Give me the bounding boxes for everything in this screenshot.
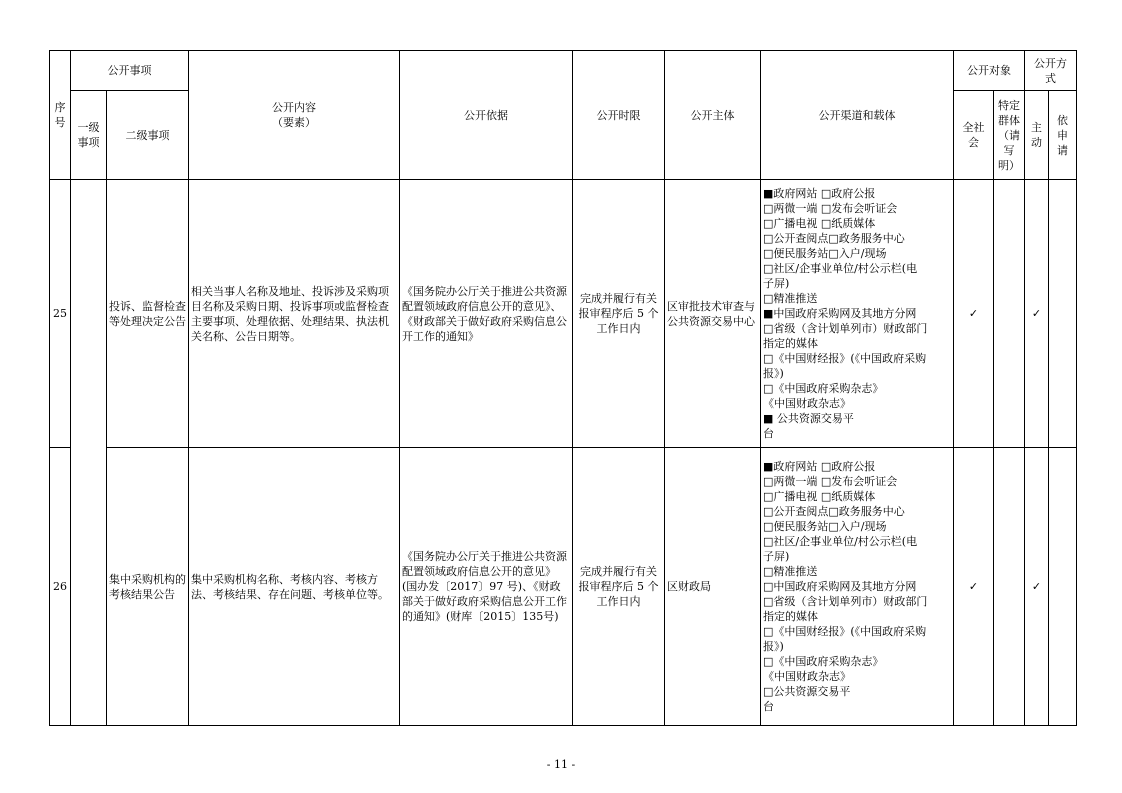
channel-list: [761, 448, 954, 726]
channel-item: □《中国政府采购杂志》: [763, 655, 884, 668]
active-check: ✓: [1025, 180, 1049, 448]
channel-item: □省级（含计划单列市）财政部门: [763, 322, 928, 335]
channel-item: ■ 公共资源交易平: [763, 412, 854, 425]
level1-cell: [71, 180, 107, 726]
channel-item: 指定的媒体: [763, 610, 818, 623]
society-check: ✓: [954, 180, 994, 448]
channel-item: □精准推送: [763, 292, 818, 305]
channel-item: 台: [763, 427, 774, 440]
channel-item: □社区/企事业单位/村公示栏(电: [763, 262, 918, 275]
channel-item: ■中国政府采购网及其地方分网: [763, 307, 917, 320]
header-channel: 公开渠道和载体: [761, 51, 954, 180]
channel-item: □公开查阅点□政务服务中心: [763, 232, 905, 245]
header-basis: 公开依据: [400, 51, 573, 180]
level2-cell: 集中采购机构的考核结果公告: [107, 448, 189, 726]
header-subject: 公开主体: [665, 51, 761, 180]
header-society: 全社 会: [954, 91, 994, 180]
header-target: 公开对象: [954, 51, 1025, 91]
basis-cell: 《国务院办公厅关于推进公共资源配置领域政府信息公开的意见》、《财政部关于做好政府采购信息公开工作的通知》: [400, 180, 573, 448]
header-method: 公开方 式: [1025, 51, 1077, 91]
channel-item: 报》): [763, 640, 784, 653]
channel-item: ■政府网站 □政府公报: [763, 460, 876, 473]
table-row: [50, 448, 1077, 726]
society-check: ✓: [954, 448, 994, 726]
channel-item: □广播电视 □纸质媒体: [763, 490, 876, 503]
apply-cell: [1049, 448, 1077, 726]
channel-item: ■政府网站 □政府公报: [763, 187, 876, 200]
channel-item: 子屏): [763, 277, 790, 290]
channel-item: □公共资源交易平: [763, 685, 851, 698]
row-number: 25: [50, 180, 71, 448]
specific-cell: [994, 180, 1025, 448]
header-apply: 依 申 请: [1049, 91, 1077, 180]
channel-item: 台: [763, 700, 774, 713]
channel-item: □两微一端 □发布会听证会: [763, 475, 898, 488]
subject-cell: 区审批技术审查与公共资源交易中心: [665, 180, 761, 448]
header-level2: 二级事项: [107, 91, 189, 180]
table-row: [50, 180, 1077, 448]
specific-cell: [994, 448, 1025, 726]
header-row-1: [50, 51, 1077, 91]
channel-item: □便民服务站□入户/现场: [763, 520, 887, 533]
row-number: 26: [50, 448, 71, 726]
header-seq: 序 号: [50, 51, 71, 180]
channel-item: 报》): [763, 367, 784, 380]
header-matter: 公开事项: [71, 51, 189, 91]
header-level1: 一级 事项: [71, 91, 107, 180]
channel-item: □便民服务站□入户/现场: [763, 247, 887, 260]
subject-cell: 区财政局: [665, 448, 761, 726]
header-active: 主 动: [1025, 91, 1049, 180]
channel-item: □广播电视 □纸质媒体: [763, 217, 876, 230]
channel-item: □中国政府采购网及其地方分网: [763, 580, 917, 593]
apply-cell: [1049, 180, 1077, 448]
content-cell: 集中采购机构名称、考核内容、考核方法、考核结果、存在问题、考核单位等。: [189, 448, 400, 726]
channel-item: □《中国财经报》(《中国政府采购: [763, 352, 927, 365]
channel-item: □《中国财经报》(《中国政府采购: [763, 625, 927, 638]
active-check: ✓: [1025, 448, 1049, 726]
channel-item: 子屏): [763, 550, 790, 563]
channel-item: □社区/企事业单位/村公示栏(电: [763, 535, 918, 548]
page-number: - 11 -: [546, 758, 576, 771]
time-limit-cell: 完成并履行有关报审程序后 5 个工作日内: [573, 448, 665, 726]
content-cell: 相关当事人名称及地址、投诉涉及采购项目名称及采购日期、投诉事项或监督检查主要事项、处理依据、处理结果、执法机关名称、公告日期等。: [189, 180, 400, 448]
basis-cell: 《国务院办公厅关于推进公共资源配置领域政府信息公开的意见》(国办发〔2017〕97 号)、《财政部关于做好政府采购信息公开工作的通知》(财库〔2015〕135号): [400, 448, 573, 726]
level2-cell: 投诉、监督检查等处理决定公告: [107, 180, 189, 448]
channel-item: □公开查阅点□政务服务中心: [763, 505, 905, 518]
header-content: 公开内容 （要素）: [189, 51, 400, 180]
channel-item: □《中国政府采购杂志》: [763, 382, 884, 395]
disclosure-table: [49, 50, 1077, 726]
channel-item: □省级（含计划单列市）财政部门: [763, 595, 928, 608]
header-time-limit: 公开时限: [573, 51, 665, 180]
channel-item: □两微一端 □发布会听证会: [763, 202, 898, 215]
header-specific: 特定 群体 （请 写 明）: [994, 91, 1025, 180]
channel-item: 《中国财政杂志》: [763, 670, 851, 683]
time-limit-cell: 完成并履行有关报审程序后 5 个工作日内: [573, 180, 665, 448]
channel-list: [761, 180, 954, 448]
channel-item: □精准推送: [763, 565, 818, 578]
channel-item: 《中国财政杂志》: [763, 397, 851, 410]
channel-item: 指定的媒体: [763, 337, 818, 350]
